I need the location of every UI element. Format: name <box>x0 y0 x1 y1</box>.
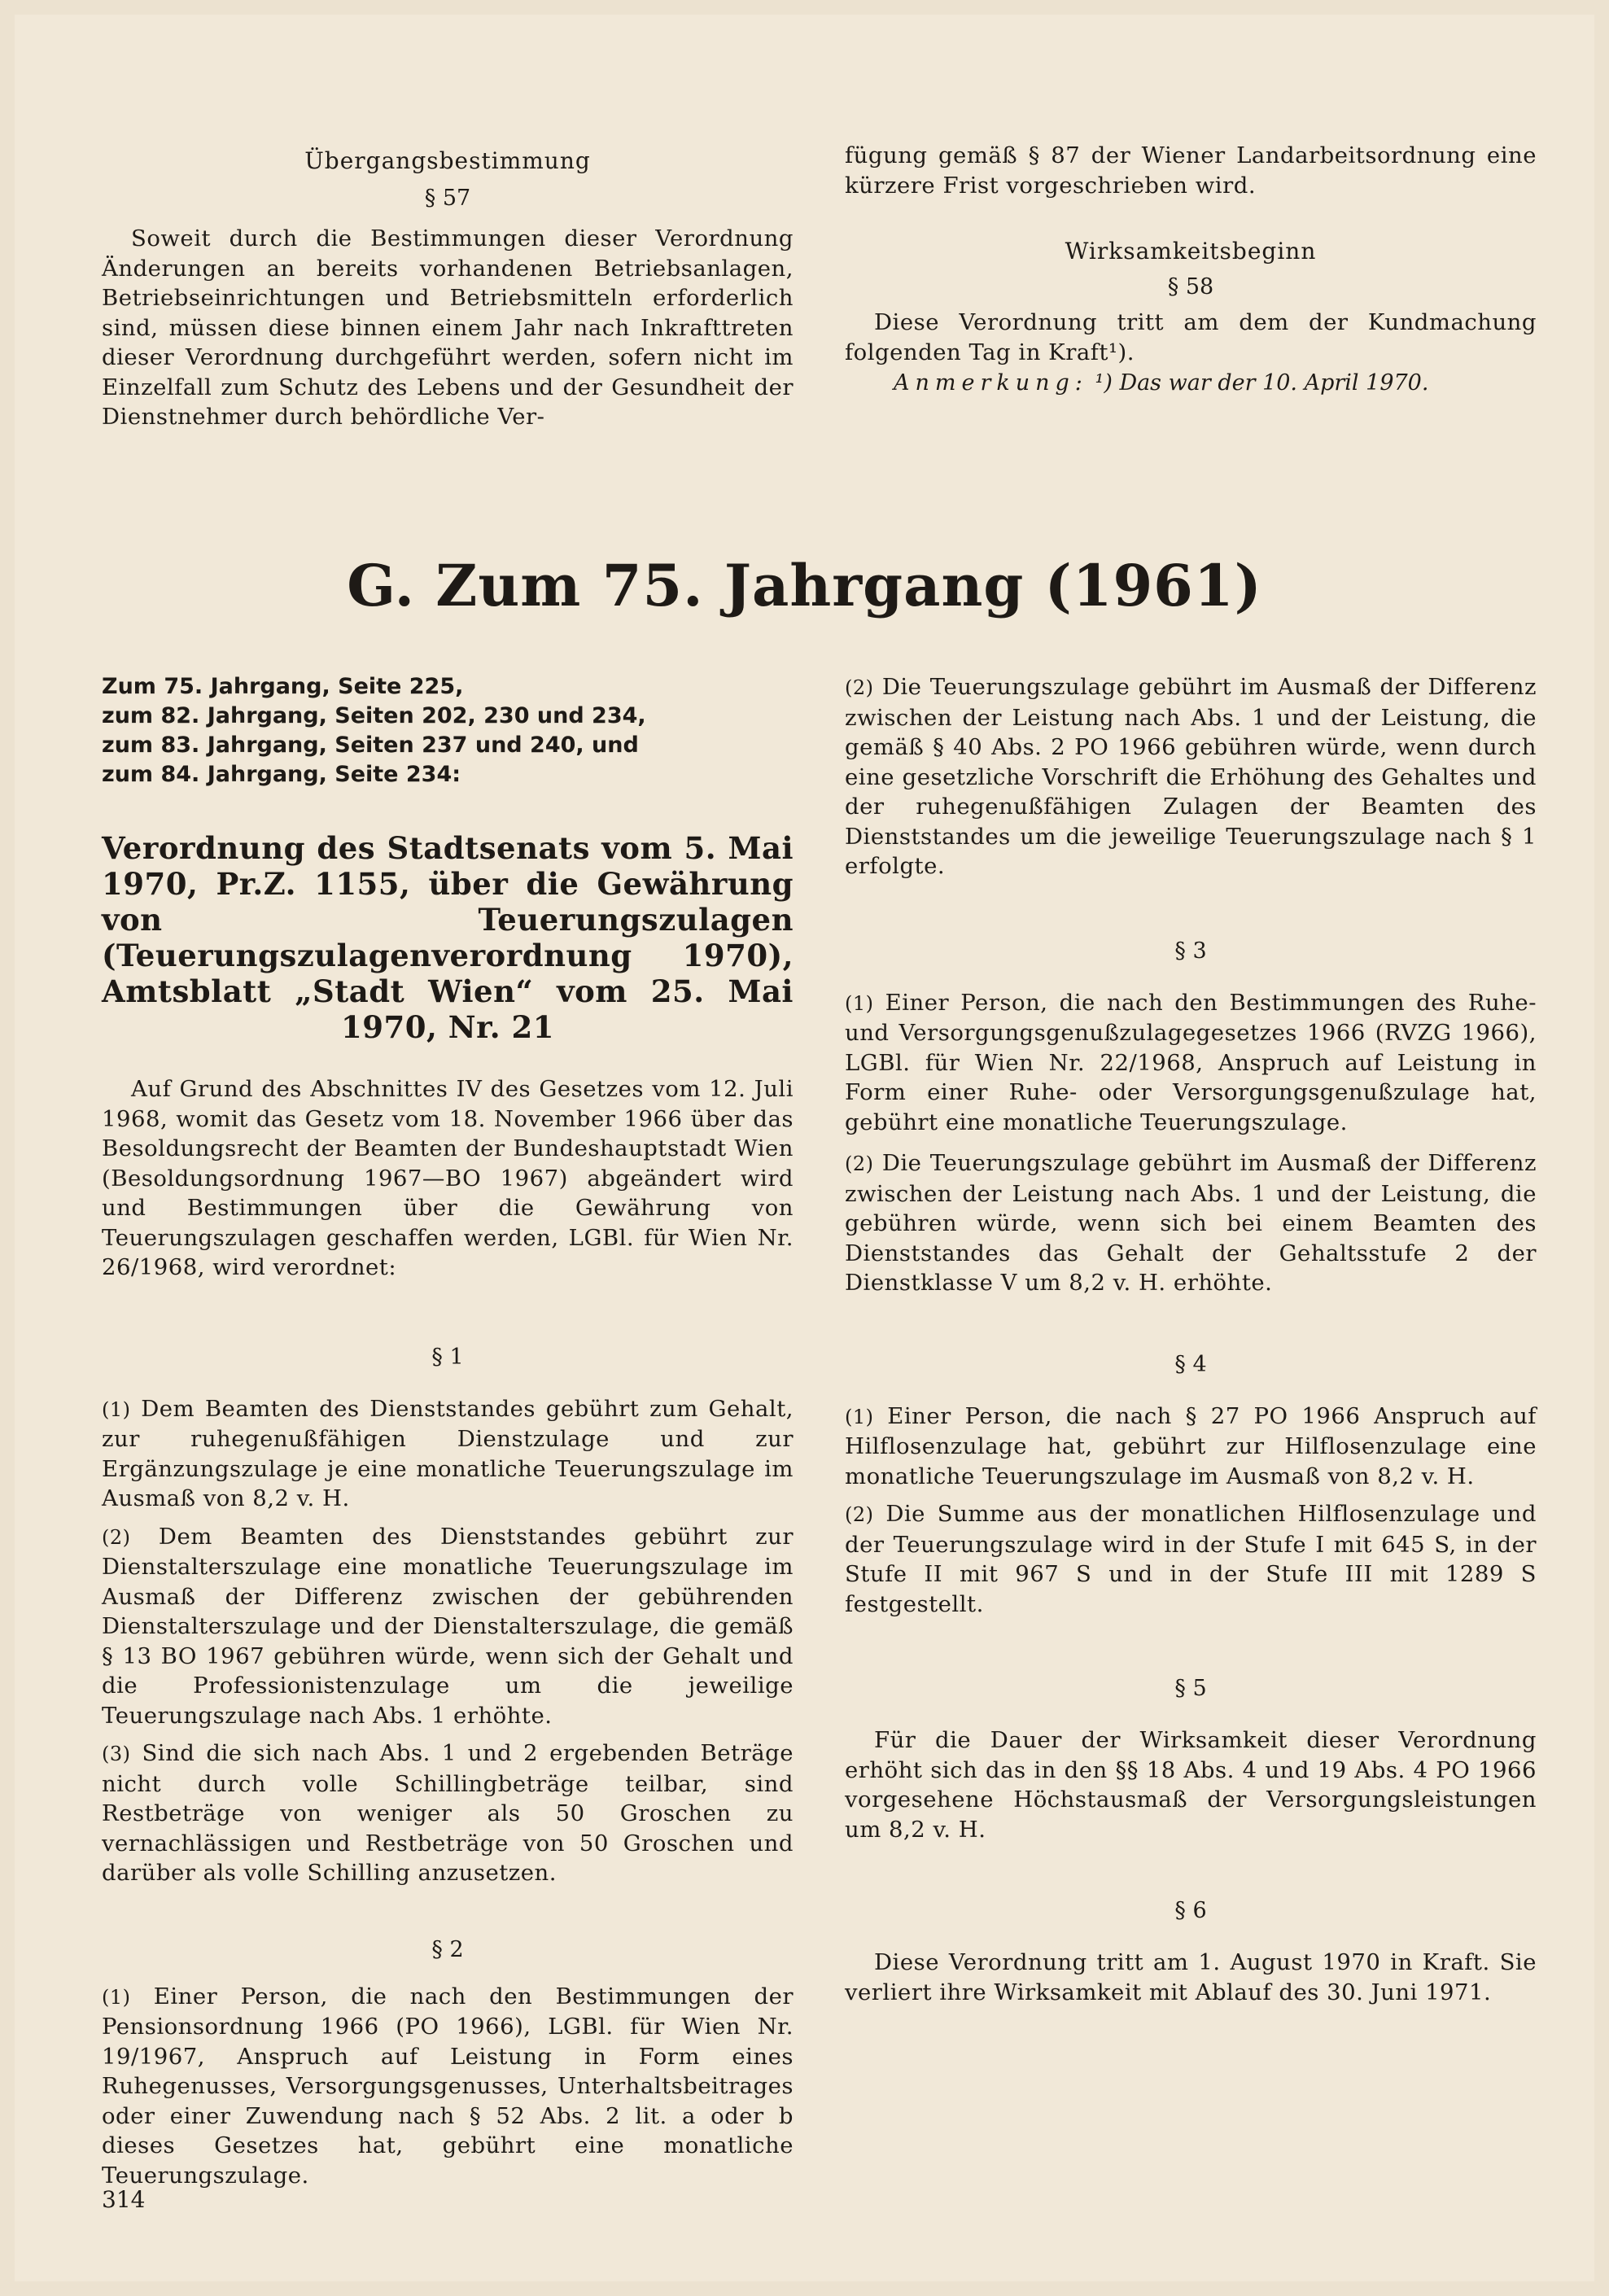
section-1-paragraph-1: (1) Dem Beamten des Dienststandes gebührt zum Gehalt, zur ruhegenußfähigen Dienstzulage und zur Ergänzungszulage je eine monatliche Teuerungszulage im Ausmaß von 8,2 v. H. <box>102 1395 794 1511</box>
section-3-paragraph-2: (2) Die Teuerungszulage gebührt im Ausmaß der Differenz zwischen der Leistung nach Abs. 1 und der Leistung, die gebühren würde, wenn sich bei einem Beamten des Dienststandes das Gehalt der Gehaltsstufe 2 der Dienstklasse V um 8,2 v. H. erhöhte. <box>845 1150 1537 1296</box>
transition-heading: Übergangsbestimmung <box>304 147 591 174</box>
section-3-title: § 3 <box>1174 938 1207 964</box>
section-2-paragraph-1: (1) Einer Person, die nach den Bestimmungen der Pensionsordnung 1966 (PO 1966), LGBl. für Wien Nr. 19/1967, Anspruch auf Leistung in Form eines Ruhegenusses, Versorgungsgenusses, Unterhaltsbeitrages oder einer Zuwendung nach § 52 Abs. 2 lit. a oder b dieses Gesetzes hat, gebührt eine monatliche Teuerungszulage. <box>102 1983 794 2189</box>
section-57-title: § 57 <box>424 186 471 211</box>
footnote <box>845 369 1537 398</box>
section-57-text: Soweit durch die Bestimmungen dieser Verordnung Änderungen an bereits vorhandenen Betriebsanlagen, Betriebseinrichtungen und Betriebsmitteln erforderlich sind, müssen diese binnen einem Jahr nach Inkrafttreten dieser Verordnung durchgeführt werden, sofern nicht im Einzelfall zum Schutz des Lebens und der Gesundheit der Dienstnehmer durch behördliche Ver- <box>102 225 794 430</box>
section-6-title: § 6 <box>1174 1898 1207 1923</box>
footnote-text: ¹) Das war der 10. April 1970. <box>1095 370 1429 396</box>
section-5-title: § 5 <box>1174 1676 1207 1701</box>
section-1-paragraph-2: (2) Dem Beamten des Dienststandes gebührt zur Dienstalterszulage eine monatliche Teuerungszulage im Ausmaß der Differenz zwischen der gebührenden Dienstalterszulage und der Dienstalterszulage, die gemäß § 13 BO 1967 gebühren würde, wenn sich der Gehalt und die Professionistenzulage um die jeweilige Teuerungszulage nach Abs. 1 erhöhte. <box>102 1523 794 1729</box>
preamble: Auf Grund des Abschnittes IV des Gesetzes vom 12. Juli 1968, womit das Gesetz vom 18. November 1966 über das Besoldungsrecht der Beamten der Bundeshauptstadt Wien (Besoldungsordnung 1967—BO 1967) abgeändert wird und Bestimmungen über die Gewährung von Teuerungszulagen geschaffen werden, LGBl. für Wien Nr. 26/1968, wird verordnet: <box>102 1076 794 1280</box>
reference-line: Zum 75. Jahrgang, Seite 225, <box>102 674 464 699</box>
ordinance-title: Verordnung des Stadtsenats vom 5. Mai 1970, Pr.Z. 1155, über die Gewährung von Teuerungszulagen (Teuerungszulagenverordnung 1970), Amtsblatt „Stadt Wien“ vom 25. Mai 1970, Nr. 21 <box>102 830 794 1045</box>
paragraph-number: (2) <box>845 676 874 699</box>
page <box>15 15 1594 2281</box>
section-4-paragraph-2: (2) Die Summe aus der monatlichen Hilflosenzulage und der Teuerungszulage wird in der Stufe I mit 645 S, in der Stufe II mit 967 S und in der Stufe III mit 1289 S festgestellt. <box>845 1501 1537 1617</box>
paragraph-number: (1) <box>102 1397 131 1421</box>
section-1-paragraph-3: (3) Sind die sich nach Abs. 1 und 2 ergebenden Beträge nicht durch volle Schillingbeträge teilbar, sind Restbeträge von weniger als 50 Groschen zu vernachlässigen und Restbeträge von 50 Groschen und darüber als volle Schilling anzusetzen. <box>102 1740 794 1886</box>
top-left-column <box>102 141 794 432</box>
section-2-title: § 2 <box>431 1936 464 1962</box>
section-2-paragraph-2: (2) Die Teuerungszulage gebührt im Ausmaß der Differenz zwischen der Leistung nach Abs. 1 und der Leistung, die gemäß § 40 Abs. 2 PO 1966 gebühren würde, wenn durch eine gesetzliche Vorschrift die Erhöhung des Gehaltes und der ruhegenußfähigen Zulagen der Beamten des Dienststandes um die jeweilige Teuerungszulage nach § 1 erfolgte. <box>845 674 1537 879</box>
reference-line: zum 84. Jahrgang, Seite 234: <box>102 762 461 787</box>
main-heading: G. Zum 75. Jahrgang (1961) <box>347 552 1262 619</box>
section-3-paragraph-1: (1) Einer Person, die nach den Bestimmungen des Ruhe- und Versorgungsgenußzulagegesetzes 1966 (RVZG 1966), LGBl. für Wien Nr. 22/1968, Anspruch auf Leistung in Form einer Ruhe- oder Versorgungsgenußzulage hat, gebührt eine monatliche Teuerungszulage. <box>845 989 1537 1135</box>
reference-list <box>102 672 794 789</box>
footnote-label: Anmerkung: <box>894 370 1088 396</box>
section-5-paragraph: Für die Dauer der Wirksamkeit dieser Verordnung erhöht sich das in den §§ 18 Abs. 4 und 19 Abs. 4 PO 1966 vorgesehene Höchstausmaß der Versorgungsleistungen um 8,2 v. H. <box>845 1727 1537 1843</box>
paragraph-number: (2) <box>845 1503 874 1526</box>
lower-left-column <box>102 672 794 2190</box>
reference-line: zum 82. Jahrgang, Seiten 202, 230 und 234, <box>102 703 646 728</box>
section-6-paragraph: Diese Verordnung tritt am 1. August 1970 in Kraft. Sie verliert ihre Wirksamkeit mit Ablauf des 30. Juni 1971. <box>845 1949 1537 2005</box>
section-58-text: Diese Verordnung tritt am dem der Kundmachung folgenden Tag in Kraft¹). <box>845 309 1537 365</box>
effective-heading: Wirksamkeitsbeginn <box>1065 238 1317 265</box>
paragraph-number: (2) <box>102 1525 131 1549</box>
paragraph-number: (1) <box>845 1405 874 1428</box>
paragraph-number: (3) <box>102 1743 131 1765</box>
continuation-text: fügung gemäß § 87 der Wiener Landarbeitsordnung eine kürzere Frist vorgeschrieben wird. <box>845 142 1537 199</box>
section-1-title: § 1 <box>431 1344 464 1370</box>
paragraph-number: (1) <box>102 1985 131 2009</box>
top-right-column <box>845 141 1537 398</box>
section-58-title: § 58 <box>1167 274 1214 300</box>
section-4-title: § 4 <box>1174 1351 1207 1377</box>
lower-right-column <box>845 672 1537 2007</box>
paragraph-number: (2) <box>845 1152 874 1175</box>
paragraph-number: (1) <box>845 991 874 1015</box>
section-4-paragraph-1: (1) Einer Person, die nach § 27 PO 1966 Anspruch auf Hilflosenzulage hat, gebührt zur Hilflosenzulage eine monatliche Teuerungszulage im Ausmaß von 8,2 v. H. <box>845 1402 1537 1489</box>
reference-line: zum 83. Jahrgang, Seiten 237 und 240, und <box>102 733 639 758</box>
page-number: 314 <box>102 2186 146 2213</box>
